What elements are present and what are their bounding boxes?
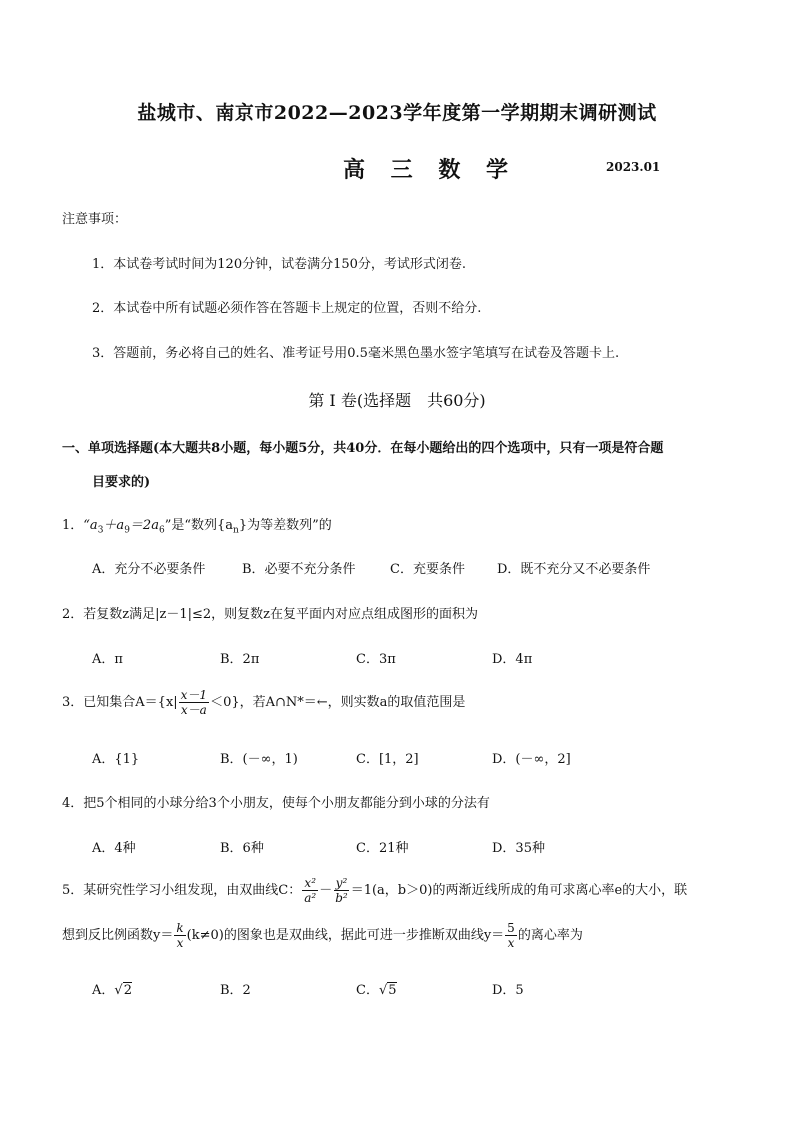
part-heading-cont: 目要求的) bbox=[92, 475, 151, 490]
question-5-stem-line2 bbox=[62, 921, 583, 950]
question-3-stem bbox=[62, 688, 465, 717]
note-item: 2．本试卷中所有试题必须作答在答题卡上规定的位置，否则不给分. bbox=[92, 301, 482, 316]
q1-text: ＋a bbox=[103, 518, 125, 533]
sqrt-icon: √ bbox=[114, 983, 123, 998]
q5-text: 某研究性学习小组发现，由双曲线C： bbox=[83, 883, 302, 898]
question-1-stem bbox=[62, 514, 332, 536]
section-title: 第 I 卷(选择题 共60分) bbox=[308, 391, 486, 410]
option-b: B．(－∞，1) bbox=[220, 752, 298, 767]
fraction-numerator: x－1 bbox=[180, 688, 208, 702]
exam-title: 盐城市、南京市2022—2023学年度第一学期期末调研测试 bbox=[137, 102, 657, 124]
q5-text: 的离心率为 bbox=[517, 928, 583, 943]
option-label: C． bbox=[356, 983, 379, 998]
fraction-numerator: 5 bbox=[507, 921, 515, 935]
fraction-numerator: x² bbox=[304, 876, 316, 890]
option-b: B．2π bbox=[220, 652, 260, 667]
exam-date: 2023.01 bbox=[606, 160, 661, 174]
question-number: 5． bbox=[62, 883, 84, 898]
option-d: D．35种 bbox=[492, 841, 545, 856]
q1-sub: 9 bbox=[124, 525, 130, 536]
option-b: B．必要不充分条件 bbox=[242, 562, 356, 577]
q5-text: ＝1(a，b＞0)的两渐近线所成的角可求离心率e的大小，联 bbox=[350, 883, 688, 898]
q5-text: (k≠0)的图象也是双曲线，据此可进一步推断双曲线y＝ bbox=[186, 928, 505, 943]
fraction bbox=[179, 688, 209, 717]
fraction bbox=[333, 876, 350, 905]
q4-text: 把5个相同的小球分给3个小朋友，使每个小朋友都能分到小球的分法有 bbox=[83, 796, 490, 811]
q5-text: 想到反比例函数y＝ bbox=[62, 928, 174, 943]
fraction bbox=[505, 921, 517, 950]
q1-text: “a bbox=[83, 518, 98, 533]
fraction-denominator: b² bbox=[335, 891, 348, 905]
fraction-denominator: x－a bbox=[180, 703, 207, 717]
radicand: 5 bbox=[388, 983, 397, 998]
option-b: B．2 bbox=[220, 983, 251, 998]
option-d: D．(－∞，2] bbox=[492, 752, 571, 767]
notes-heading: 注意事项： bbox=[62, 212, 128, 227]
option-c: C．[1，2] bbox=[356, 752, 419, 767]
option-d: D．5 bbox=[492, 983, 524, 998]
question-number: 4． bbox=[62, 796, 84, 811]
q1-text: }为等差数列”的 bbox=[238, 518, 332, 533]
fraction-denominator: a² bbox=[304, 891, 317, 905]
option-d: D．既不充分又不必要条件 bbox=[497, 562, 651, 577]
q1-sub: 3 bbox=[97, 525, 104, 536]
option-b: B．6种 bbox=[220, 841, 264, 856]
question-number: 1． bbox=[62, 518, 84, 533]
option-d: D．4π bbox=[492, 652, 533, 667]
fraction-numerator: y² bbox=[335, 876, 348, 890]
q1-text: ”是“数列{a bbox=[164, 518, 234, 533]
option-c: C．21种 bbox=[356, 841, 409, 856]
option-a: A．{1} bbox=[92, 752, 140, 767]
option-c bbox=[356, 979, 397, 998]
question-2-stem bbox=[62, 603, 478, 622]
option-a: A．π bbox=[92, 652, 123, 667]
q2-text: 若复数z满足|z－1|≤2，则复数z在复平面内对应点组成图形的面积为 bbox=[83, 607, 479, 622]
option-a: A．4种 bbox=[92, 841, 136, 856]
subject-title: 高 三 数 学 bbox=[343, 157, 517, 183]
option-c: C．3π bbox=[356, 652, 396, 667]
option-a bbox=[92, 979, 132, 998]
fraction bbox=[174, 921, 185, 950]
minus-sign: － bbox=[319, 883, 333, 898]
radicand: 2 bbox=[123, 983, 132, 998]
q3-text: 已知集合A＝{x| bbox=[83, 695, 178, 710]
question-number: 2． bbox=[62, 607, 84, 622]
option-c: C．充要条件 bbox=[390, 562, 465, 577]
q1-sub: n bbox=[233, 525, 239, 536]
fraction-denominator: x bbox=[176, 936, 184, 950]
q3-text: ＜0}，若A∩N*＝←，则实数a的取值范围是 bbox=[210, 695, 466, 710]
sqrt-icon: √ bbox=[378, 983, 388, 998]
option-a: A．充分不必要条件 bbox=[92, 562, 206, 577]
part-heading: 一、单项选择题(本大题共8小题，每小题5分，共40分．在每小题给出的四个选项中，只有一项是符合题 bbox=[62, 441, 664, 456]
note-item: 1．本试卷考试时间为120分钟，试卷满分150分，考试形式闭卷. bbox=[92, 257, 467, 272]
note-item: 3．答题前，务必将自己的姓名、准考证号用0.5毫米黑色墨水签字笔填写在试卷及答题卡上. bbox=[92, 346, 620, 361]
fraction bbox=[302, 876, 318, 905]
fraction-numerator: k bbox=[176, 921, 184, 935]
option-label: A． bbox=[92, 983, 115, 998]
question-number: 3． bbox=[62, 695, 84, 710]
q1-sub: 6 bbox=[158, 525, 165, 536]
question-4-stem bbox=[62, 792, 490, 811]
fraction-denominator: x bbox=[507, 936, 515, 950]
q1-text: ＝2a bbox=[129, 518, 159, 533]
question-5-stem-line1 bbox=[62, 876, 687, 905]
